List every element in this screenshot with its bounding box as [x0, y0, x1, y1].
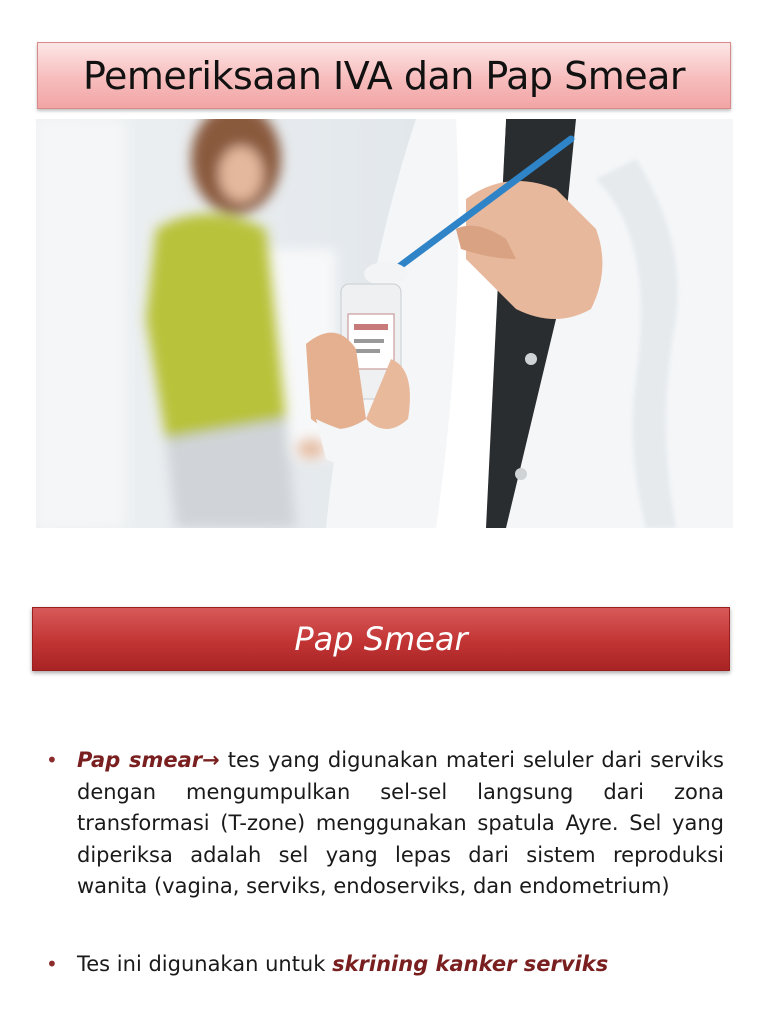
bullet-item: [44, 745, 724, 903]
title-banner: [37, 42, 731, 109]
section-title: Pap Smear: [294, 620, 468, 658]
photo-image: [36, 119, 733, 528]
emphasis-screening: skrining kanker serviks: [332, 951, 609, 976]
bullet-text: tes yang digunakan materi seluler dari serviks dengan mengumpulkan sel-sel langsung dari zona transformasi (T-zone) menggunakan spatula Ayre. Sel yang diperiksa adalah sel yang lepas dari sistem reproduksi wanita (vagina, serviks, endoserviks, dan endometrium): [77, 748, 725, 898]
bullet-text: Tes ini digunakan untuk: [77, 951, 333, 976]
arrow-right-icon: →: [202, 748, 220, 772]
section-banner: [32, 607, 730, 671]
bullet-item: [44, 949, 724, 980]
page-title: Pemeriksaan IVA dan Pap Smear: [82, 53, 686, 98]
photo-illustration: [36, 119, 733, 528]
term-pap-smear: Pap smear→: [77, 748, 220, 772]
bullet-list: [44, 745, 724, 980]
